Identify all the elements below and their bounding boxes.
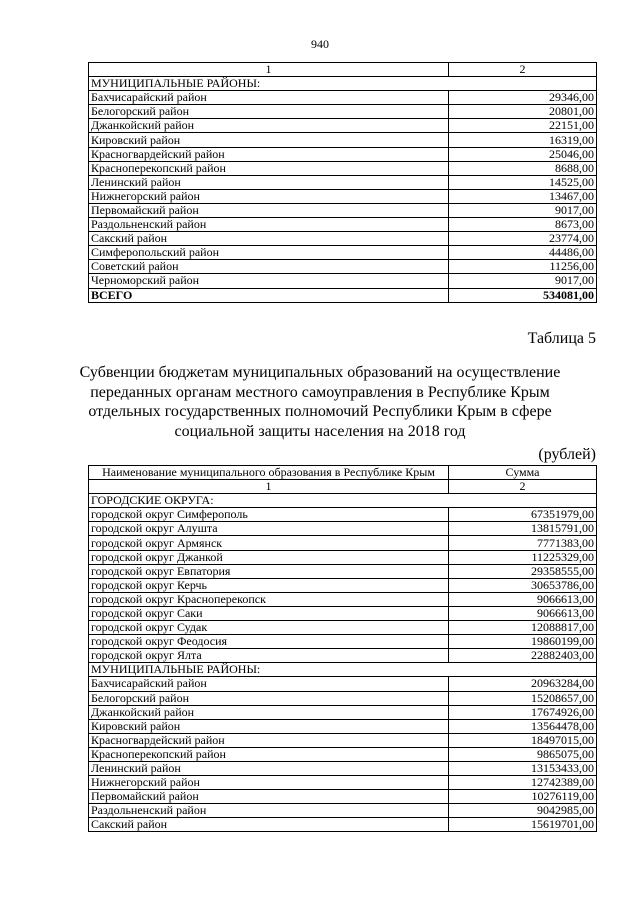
row-value: 67351979,00 bbox=[449, 508, 597, 522]
row-value: 20963284,00 bbox=[449, 677, 597, 691]
table-row bbox=[89, 522, 597, 536]
row-value: 22151,00 bbox=[449, 119, 597, 133]
row-value: 13815791,00 bbox=[449, 522, 597, 536]
row-name: городской округ Ялта bbox=[89, 649, 449, 663]
table-row bbox=[89, 91, 597, 105]
table-row bbox=[89, 161, 597, 175]
row-name: Белогорский район bbox=[89, 105, 449, 119]
section-row bbox=[89, 663, 597, 677]
row-name: городской округ Красноперекопск bbox=[89, 592, 449, 606]
row-value: 9865075,00 bbox=[449, 747, 597, 761]
table-row bbox=[89, 691, 597, 705]
row-value: 9066613,00 bbox=[449, 592, 597, 606]
row-name: Сакский район bbox=[89, 818, 449, 832]
table-row bbox=[89, 550, 597, 564]
title-line: отдельных государственных полномочий Республики Крым в сфере bbox=[88, 403, 552, 420]
column-number-row bbox=[89, 63, 597, 77]
row-name: Ленинский район bbox=[89, 761, 449, 775]
table-row bbox=[89, 246, 597, 260]
row-value: 9017,00 bbox=[449, 274, 597, 288]
row-name: ВСЕГО bbox=[89, 288, 449, 302]
table-row bbox=[89, 119, 597, 133]
table-row bbox=[89, 804, 597, 818]
row-name: Нижнегорский район bbox=[89, 776, 449, 790]
row-value: 9042985,00 bbox=[449, 804, 597, 818]
row-name: Раздольненский район bbox=[89, 218, 449, 232]
title-line: социальной защиты населения на 2018 год bbox=[174, 422, 466, 440]
row-value: 15208657,00 bbox=[449, 691, 597, 705]
row-name: Кировский район bbox=[89, 719, 449, 733]
page-number: 940 bbox=[311, 37, 329, 51]
table-row bbox=[89, 133, 597, 147]
column-number-2: 2 bbox=[449, 480, 597, 494]
row-name: Сакский район bbox=[89, 232, 449, 246]
row-value: 29346,00 bbox=[449, 91, 597, 105]
row-value: 19860199,00 bbox=[449, 635, 597, 649]
row-value: 22882403,00 bbox=[449, 649, 597, 663]
row-value: 12088817,00 bbox=[449, 621, 597, 635]
row-value: 30653786,00 bbox=[449, 578, 597, 592]
row-value: 17674926,00 bbox=[449, 705, 597, 719]
row-name: Первомайский район bbox=[89, 203, 449, 217]
row-name: Бахчисарайский район bbox=[89, 91, 449, 105]
row-name: городской округ Джанкой bbox=[89, 550, 449, 564]
row-name: городской округ Евпатория bbox=[89, 564, 449, 578]
row-name: Ленинский район bbox=[89, 175, 449, 189]
row-name: Раздольненский район bbox=[89, 804, 449, 818]
row-name: Первомайский район bbox=[89, 790, 449, 804]
table-row bbox=[89, 260, 597, 274]
table-row bbox=[89, 761, 597, 775]
row-value: 10276119,00 bbox=[449, 790, 597, 804]
row-value: 23774,00 bbox=[449, 232, 597, 246]
row-name: городской округ Алушта bbox=[89, 522, 449, 536]
table-row bbox=[89, 677, 597, 691]
section-row bbox=[89, 77, 597, 91]
table-row bbox=[89, 578, 597, 592]
table-row bbox=[89, 719, 597, 733]
row-name: Красноперекопский район bbox=[89, 747, 449, 761]
header-sum: Сумма bbox=[449, 466, 597, 480]
table-row bbox=[89, 818, 597, 832]
row-name: Советский район bbox=[89, 260, 449, 274]
table-row bbox=[89, 635, 597, 649]
row-value: 7771383,00 bbox=[449, 536, 597, 550]
header-name: Наименование муниципального образования в Республике Крым bbox=[89, 466, 449, 480]
row-name: городской округ Судак bbox=[89, 621, 449, 635]
table-row bbox=[89, 508, 597, 522]
row-name: городской округ Армянск bbox=[89, 536, 449, 550]
row-name: Красногвардейский район bbox=[89, 147, 449, 161]
table-row bbox=[89, 218, 597, 232]
row-name: городской округ Симферополь bbox=[89, 508, 449, 522]
section-title: ГОРОДСКИЕ ОКРУГА: bbox=[89, 494, 597, 508]
table-row bbox=[89, 790, 597, 804]
table-row bbox=[89, 232, 597, 246]
row-value: 44486,00 bbox=[449, 246, 597, 260]
table-row bbox=[89, 203, 597, 217]
row-name: Красногвардейский район bbox=[89, 733, 449, 747]
row-value: 13467,00 bbox=[449, 189, 597, 203]
row-value: 14525,00 bbox=[449, 175, 597, 189]
row-name: Бахчисарайский район bbox=[89, 677, 449, 691]
row-value: 9066613,00 bbox=[449, 606, 597, 620]
table-row bbox=[89, 776, 597, 790]
table-row bbox=[89, 649, 597, 663]
row-name: городской округ Керчь bbox=[89, 578, 449, 592]
row-value: 20801,00 bbox=[449, 105, 597, 119]
table-row bbox=[89, 705, 597, 719]
table-row bbox=[89, 536, 597, 550]
row-value: 13153433,00 bbox=[449, 761, 597, 775]
row-name: Красноперекопский район bbox=[89, 161, 449, 175]
column-number-1: 1 bbox=[89, 480, 449, 494]
header-row bbox=[89, 466, 597, 480]
table-title bbox=[20, 363, 620, 441]
row-name: Нижнегорский район bbox=[89, 189, 449, 203]
row-value: 8673,00 bbox=[449, 218, 597, 232]
column-number-1: 1 bbox=[89, 63, 449, 77]
row-value: 11225329,00 bbox=[449, 550, 597, 564]
row-value: 18497015,00 bbox=[449, 733, 597, 747]
table-row bbox=[89, 747, 597, 761]
section-title: МУНИЦИПАЛЬНЫЕ РАЙОНЫ: bbox=[89, 663, 597, 677]
column-number-row bbox=[89, 480, 597, 494]
row-name: городской округ Саки bbox=[89, 606, 449, 620]
table-municipal-districts-continued bbox=[88, 62, 597, 303]
title-line: Субвенции бюджетам муниципальных образований на осуществление bbox=[79, 364, 561, 381]
units-label: (рублей) bbox=[538, 446, 596, 463]
row-name: Черноморский район bbox=[89, 274, 449, 288]
table-row bbox=[89, 733, 597, 747]
row-name: городской округ Феодосия bbox=[89, 635, 449, 649]
row-value: 12742389,00 bbox=[449, 776, 597, 790]
table-row bbox=[89, 592, 597, 606]
column-number-2: 2 bbox=[449, 63, 597, 77]
row-value: 8688,00 bbox=[449, 161, 597, 175]
table-row bbox=[89, 105, 597, 119]
title-line: переданных органам местного самоуправления в Республике Крым bbox=[90, 383, 550, 401]
row-name: Джанкойский район bbox=[89, 119, 449, 133]
table-row bbox=[89, 189, 597, 203]
table-label: Таблица 5 bbox=[527, 330, 596, 347]
row-name: Белогорский район bbox=[89, 691, 449, 705]
row-value: 29358555,00 bbox=[449, 564, 597, 578]
table-row bbox=[89, 274, 597, 288]
row-name: Джанкойский район bbox=[89, 705, 449, 719]
table-row bbox=[89, 564, 597, 578]
section-title: МУНИЦИПАЛЬНЫЕ РАЙОНЫ: bbox=[89, 77, 597, 91]
table-row bbox=[89, 621, 597, 635]
row-value: 9017,00 bbox=[449, 203, 597, 217]
row-value: 25046,00 bbox=[449, 147, 597, 161]
row-value: 16319,00 bbox=[449, 133, 597, 147]
total-row bbox=[89, 288, 597, 302]
row-value: 15619701,00 bbox=[449, 818, 597, 832]
row-name: Кировский район bbox=[89, 133, 449, 147]
table-row bbox=[89, 606, 597, 620]
section-row bbox=[89, 494, 597, 508]
row-value: 534081,00 bbox=[449, 288, 597, 302]
table-subventions bbox=[88, 465, 597, 832]
table-row bbox=[89, 147, 597, 161]
row-name: Симферопольский район bbox=[89, 246, 449, 260]
row-value: 11256,00 bbox=[449, 260, 597, 274]
table-row bbox=[89, 175, 597, 189]
row-value: 13564478,00 bbox=[449, 719, 597, 733]
